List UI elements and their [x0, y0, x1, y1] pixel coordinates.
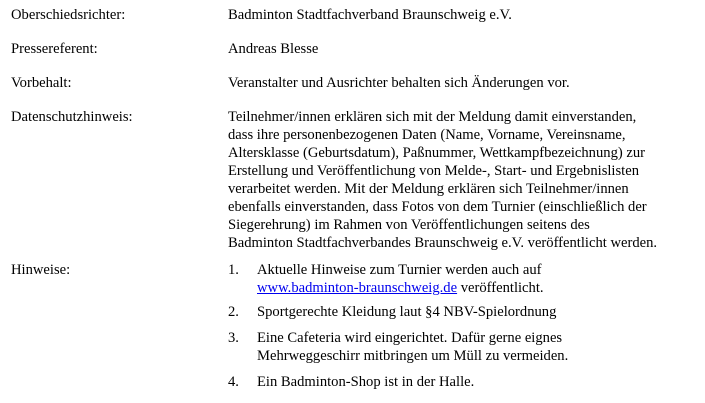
pressereferent-label: Pressereferent: [11, 41, 98, 57]
list-item-number: 1. [228, 262, 239, 278]
list-item-number: 2. [228, 304, 239, 320]
datenschutz-line: Badminton Stadtfachverbandes Braunschweig e.V. veröffentlicht werden. [228, 235, 658, 251]
datenschutz-line: Teilnehmer/innen erklären sich mit der Meldung damit einverstanden, [228, 109, 637, 125]
list-item-text [257, 373, 697, 391]
datenschutz-line: dass ihre personenbezogenen Daten (Name, Vorname, Vereinsname, [228, 127, 626, 143]
datenschutz-line: Altersklasse (Geburtsdatum), Paßnummer, Wettkampfbezeichnung) zur [228, 145, 646, 161]
datenschutz-line: ebenfalls einverstanden, dass Fotos von dem Turnier (einschließlich der [228, 199, 647, 215]
list-item-line [257, 279, 697, 297]
datenschutz-line: Siegerehrung) im Rahmen von Veröffentlichungen seitens des [228, 217, 590, 233]
website-link[interactable]: www.badminton-braunschweig.de [257, 280, 458, 296]
list-item-line: Mehrweggeschirr mitbringen um Müll zu vermeiden. [257, 348, 569, 364]
list-item-line: Aktuelle Hinweise zum Turnier werden auch auf [257, 262, 542, 278]
list-item-line: Ein Badminton-Shop ist in der Halle. [257, 374, 475, 390]
datenschutz-line: Erstellung und Veröffentlichung von Melde-, Start- und Ergebnislisten [228, 163, 639, 179]
list-item-line: Sportgerechte Kleidung laut §4 NBV-Spielordnung [257, 304, 557, 320]
link-suffix-text: veröffentlicht. [457, 280, 544, 296]
oberschiedsrichter-value: Badminton Stadtfachverband Braunschweig e.V. [228, 7, 512, 23]
list-item-number: 4. [228, 374, 239, 390]
oberschiedsrichter-label: Oberschiedsrichter: [11, 7, 126, 23]
list-item-text [257, 329, 697, 365]
vorbehalt-value: Veranstalter und Ausrichter behalten sich Änderungen vor. [228, 75, 570, 91]
datenschutz-line: verarbeitet werden. Mit der Meldung erklären sich Teilnehmer/innen [228, 181, 629, 197]
datenschutz-text [228, 108, 700, 252]
vorbehalt-label: Vorbehalt: [11, 75, 72, 91]
list-item-number: 3. [228, 330, 239, 346]
list-item-text [257, 303, 697, 321]
list-item-line: Eine Cafeteria wird eingerichtet. Dafür gerne eignes [257, 330, 563, 346]
pressereferent-value: Andreas Blesse [228, 41, 319, 57]
datenschutz-label: Datenschutzhinweis: [11, 109, 133, 125]
hinweise-label: Hinweise: [11, 262, 71, 278]
list-item-text [257, 261, 697, 297]
